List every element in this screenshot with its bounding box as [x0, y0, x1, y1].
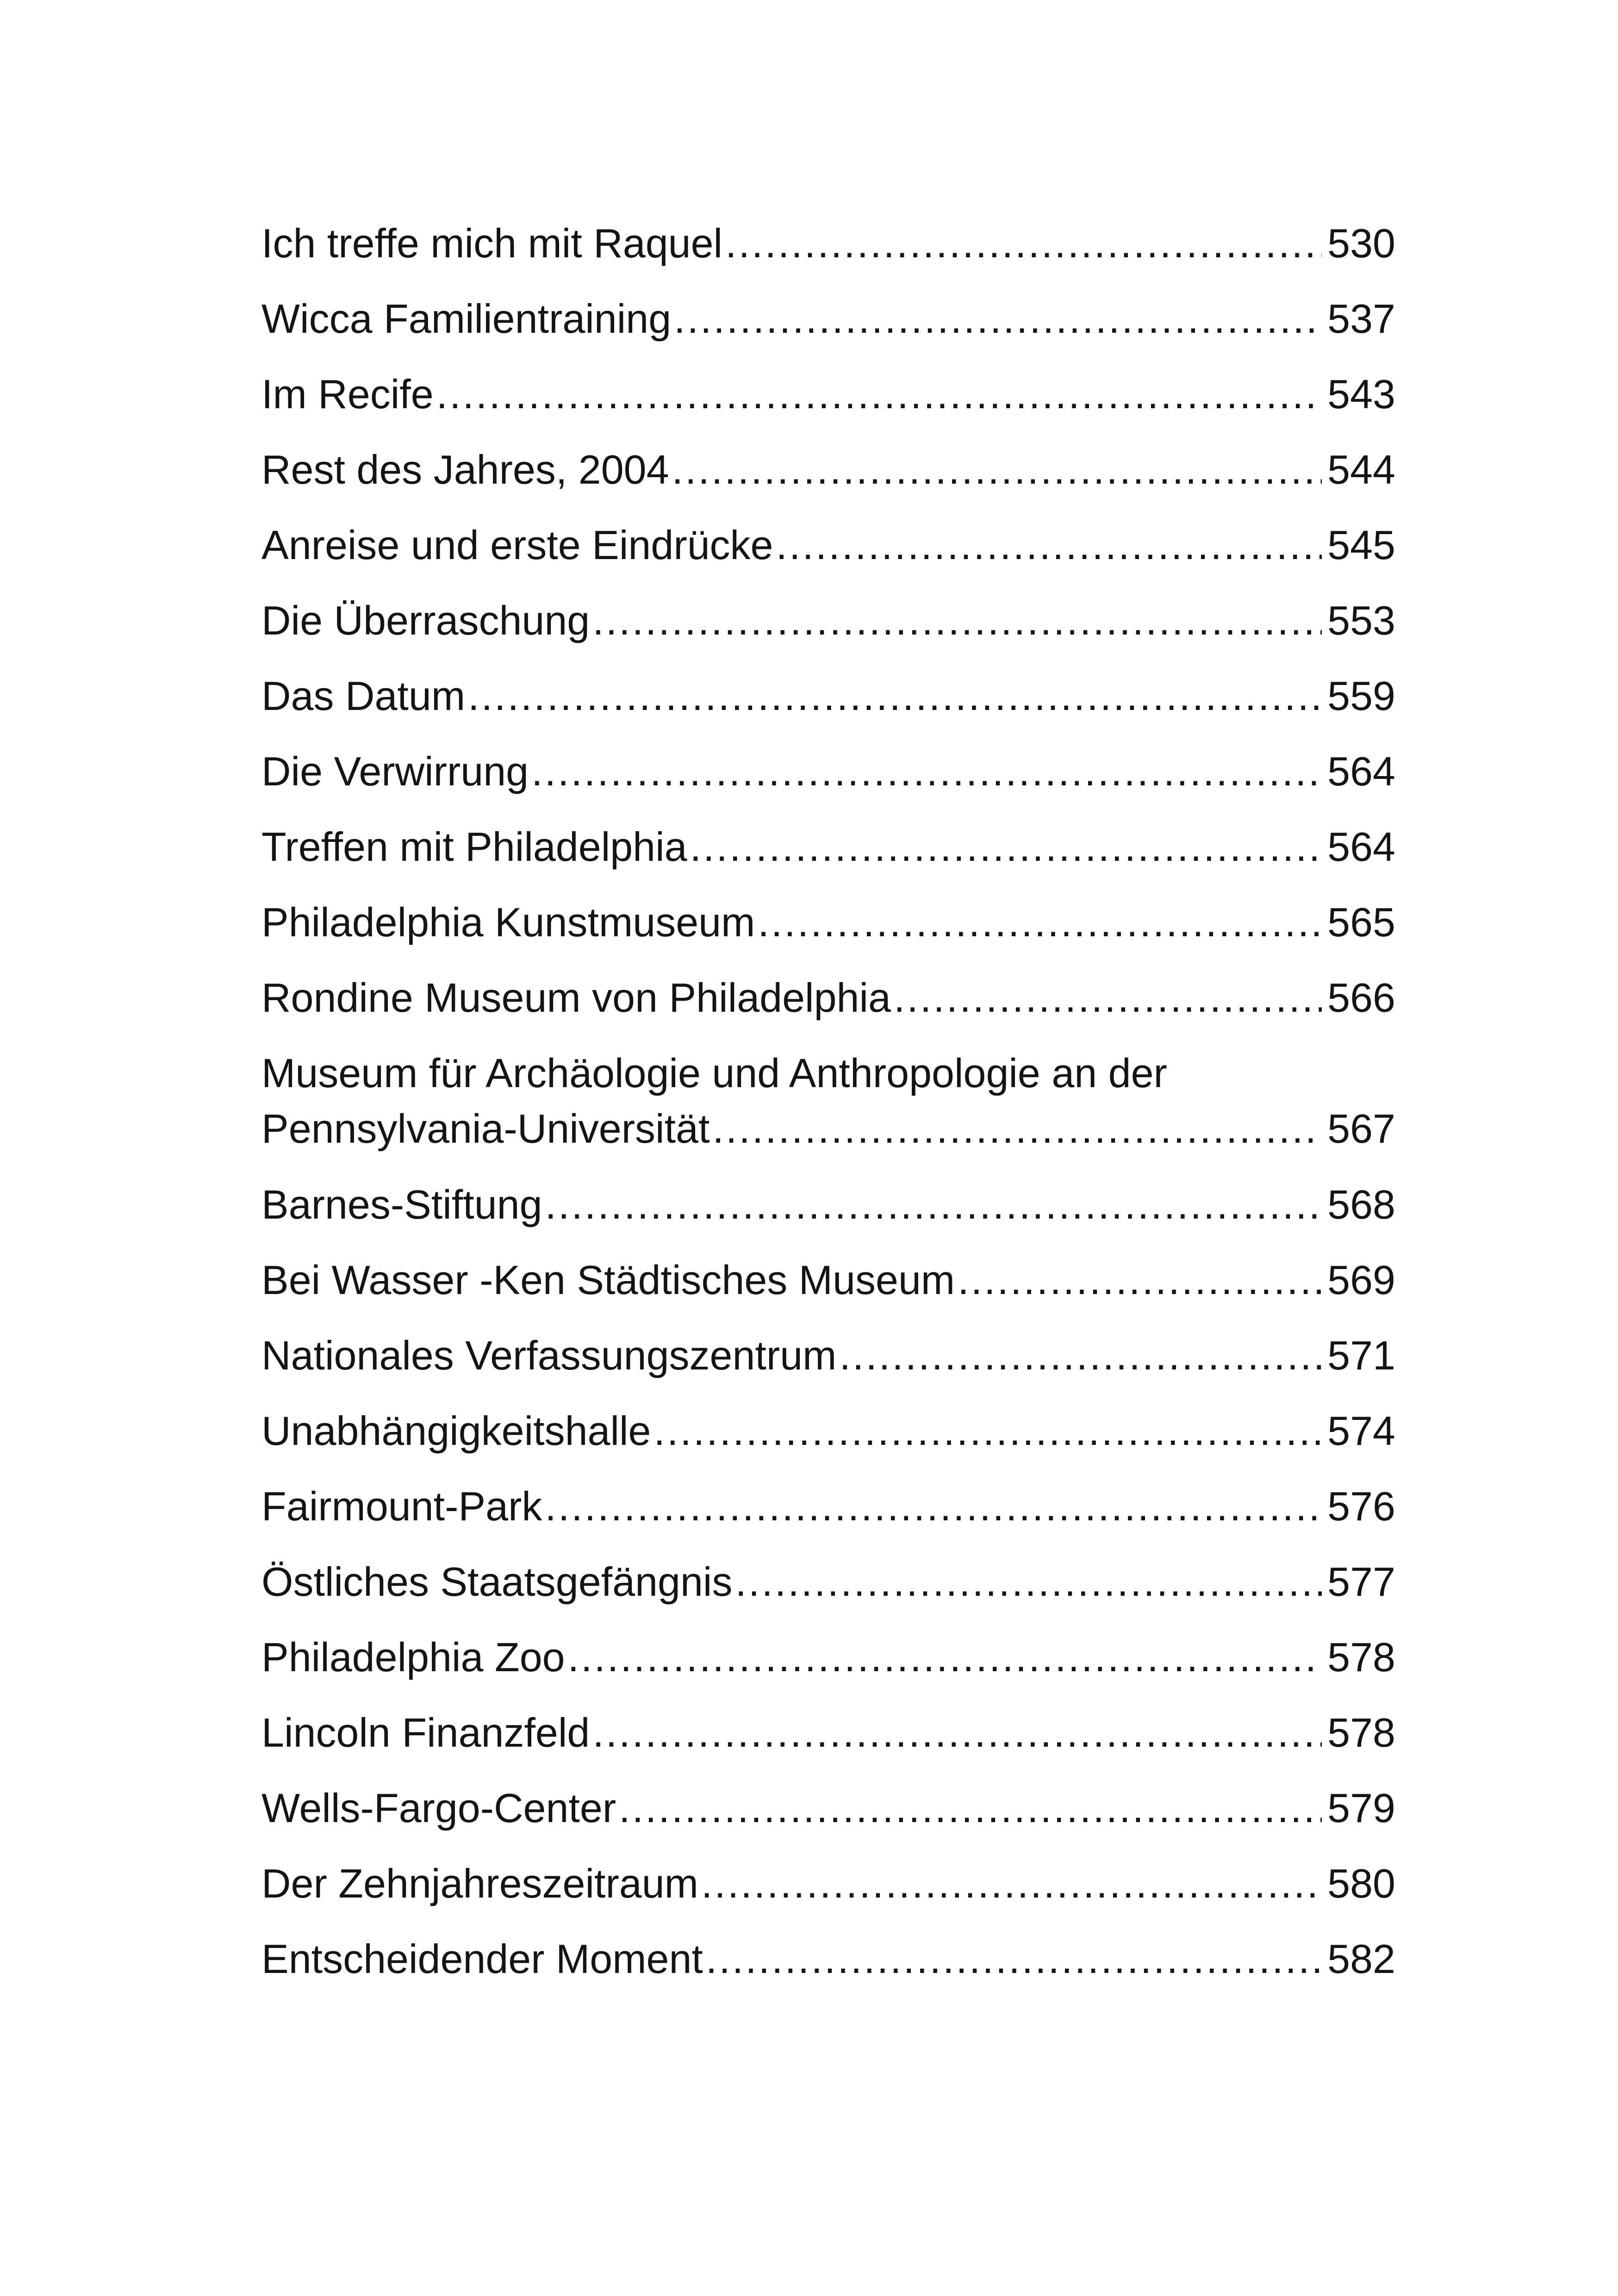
toc-entry-title: Das Datum	[261, 673, 466, 719]
toc-entry-title: Rondine Museum von Philadelphia	[261, 975, 891, 1020]
toc-entry-page-number: 564	[1327, 748, 1395, 794]
toc-entry-title: Philadelphia Zoo	[261, 1634, 565, 1680]
toc-entry[interactable]	[261, 1856, 1395, 1931]
toc-entry-page-number: 582	[1327, 1936, 1395, 1982]
toc-entry-title: Unabhängigkeitshalle	[261, 1408, 651, 1454]
toc-entry-title: Östliches Staatsgefängnis	[261, 1559, 733, 1605]
toc-entry-title-line1: Museum für Archäologie und Anthropologie an der	[261, 1050, 1167, 1096]
toc-entry-page-number: 576	[1327, 1483, 1395, 1529]
dot-leader	[674, 291, 1322, 347]
toc-entry[interactable]	[261, 744, 1395, 819]
toc-entry[interactable]	[261, 1780, 1395, 1856]
toc-entry-title: Die Verwirrung	[261, 748, 529, 794]
toc-entry-title: Im Recife	[261, 371, 434, 417]
toc-entry[interactable]	[261, 1479, 1395, 1554]
toc-entry-page-number: 544	[1327, 447, 1395, 492]
toc-entry-title: Bei Wasser -Ken Städtisches Museum	[261, 1257, 955, 1303]
toc-entry-page-number: 545	[1327, 522, 1395, 568]
dot-leader	[725, 216, 1322, 271]
toc-entry-page-number: 567	[1327, 1106, 1395, 1151]
dot-leader	[894, 970, 1322, 1026]
toc-entry-title: Pennsylvania-Universität	[261, 1106, 710, 1151]
toc-entry-title: Philadelphia Kunstmuseum	[261, 899, 755, 945]
toc-entry-title: Lincoln Finanzfeld	[261, 1710, 590, 1755]
toc-entry-title: Nationales Verfassungszentrum	[261, 1332, 837, 1378]
toc-entry-page-number: 543	[1327, 371, 1395, 417]
toc-entry-title: Ich treffe mich mit Raquel	[261, 220, 723, 266]
toc-entry-page-number: 574	[1327, 1408, 1395, 1454]
toc-entry-page-number: 530	[1327, 220, 1395, 266]
toc-entry-title: Entscheidender Moment	[261, 1936, 703, 1982]
dot-leader	[436, 367, 1322, 422]
toc-entry-page-number: 579	[1327, 1785, 1395, 1831]
dot-leader	[712, 1101, 1322, 1157]
toc-entry[interactable]	[261, 291, 1395, 367]
toc-entry-page-number: 553	[1327, 597, 1395, 643]
toc-entry[interactable]	[261, 895, 1395, 970]
toc-entry-page-number: 571	[1327, 1332, 1395, 1378]
dot-leader	[531, 744, 1322, 799]
toc-entry[interactable]	[261, 442, 1395, 517]
toc-entry-title: Wells-Fargo-Center	[261, 1785, 616, 1831]
table-of-contents	[261, 216, 1395, 2007]
toc-entry-page-number: 568	[1327, 1182, 1395, 1227]
dot-leader	[568, 1630, 1322, 1685]
dot-leader	[701, 1856, 1322, 1911]
toc-entry[interactable]	[261, 970, 1395, 1045]
toc-entry-page-number: 580	[1327, 1860, 1395, 1906]
toc-entry-page-number: 577	[1327, 1559, 1395, 1605]
toc-entry[interactable]	[261, 517, 1395, 593]
dot-leader	[654, 1403, 1322, 1459]
toc-entry[interactable]	[261, 1177, 1395, 1252]
dot-leader	[758, 895, 1322, 950]
toc-entry-title: Rest des Jahres, 2004	[261, 447, 669, 492]
toc-entry-page-number: 564	[1327, 824, 1395, 870]
toc-entry-title: Der Zehnjahreszeitraum	[261, 1860, 698, 1906]
toc-entry-title: Fairmount-Park	[261, 1483, 542, 1529]
dot-leader	[592, 593, 1322, 648]
toc-entry-page-number: 566	[1327, 975, 1395, 1020]
toc-entry[interactable]	[261, 1931, 1395, 2007]
toc-entry[interactable]	[261, 216, 1395, 291]
dot-leader	[690, 819, 1322, 875]
toc-entry-title: Anreise und erste Eindrücke	[261, 522, 773, 568]
toc-entry[interactable]	[261, 1328, 1395, 1403]
toc-entry-title: Treffen mit Philadelphia	[261, 824, 687, 870]
toc-entry-page-number: 569	[1327, 1257, 1395, 1303]
dot-leader	[468, 668, 1322, 724]
toc-entry-page-number: 559	[1327, 673, 1395, 719]
toc-entry-title: Wicca Familientraining	[261, 296, 672, 342]
dot-leader	[776, 517, 1322, 573]
toc-entry[interactable]	[261, 1252, 1395, 1328]
dot-leader	[545, 1479, 1322, 1534]
dot-leader	[619, 1780, 1322, 1836]
dot-leader	[735, 1554, 1322, 1610]
toc-entry[interactable]	[261, 593, 1395, 668]
toc-entry-page-number: 537	[1327, 296, 1395, 342]
toc-entry-page-number: 565	[1327, 899, 1395, 945]
toc-entry-title: Barnes-Stiftung	[261, 1182, 542, 1227]
toc-entry-page-number: 578	[1327, 1634, 1395, 1680]
toc-entry[interactable]	[261, 1045, 1395, 1177]
dot-leader	[839, 1328, 1322, 1383]
dot-leader	[958, 1252, 1322, 1308]
toc-entry[interactable]	[261, 668, 1395, 744]
toc-entry-title: Die Überraschung	[261, 597, 590, 643]
dot-leader	[545, 1177, 1322, 1232]
toc-entry[interactable]	[261, 1403, 1395, 1479]
toc-entry[interactable]	[261, 1705, 1395, 1780]
dot-leader	[592, 1705, 1322, 1761]
toc-entry[interactable]	[261, 1630, 1395, 1705]
toc-entry[interactable]	[261, 819, 1395, 895]
dot-leader	[672, 442, 1322, 498]
toc-entry-page-number: 578	[1327, 1710, 1395, 1755]
dot-leader	[706, 1931, 1322, 1987]
toc-entry[interactable]	[261, 367, 1395, 442]
toc-entry[interactable]	[261, 1554, 1395, 1630]
